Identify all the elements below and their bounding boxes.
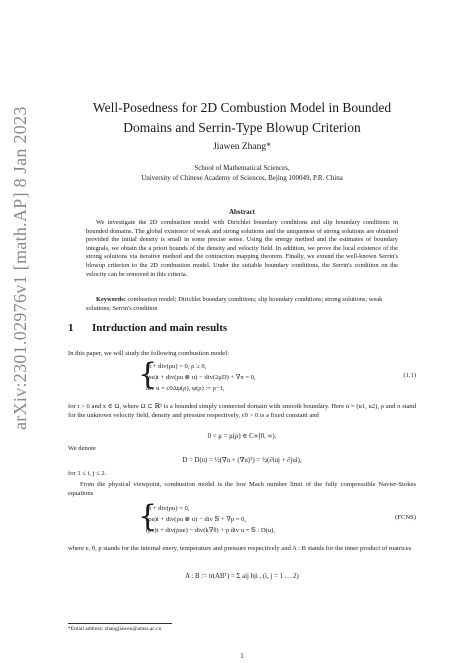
equation-tag: (FCNS) bbox=[395, 514, 416, 521]
abstract-body: We investigate the 2D combustion model with Dirichlet boundary conditions and slip boundary conditions in bounded domains. The global existence of weak and strong solutions and the uniqueness of strong solutions are obtained provided the initial density is small in some precise sense. Using the energy method and the estimates of boundary integrals, we obtain the a priori bounds of the density and velocity field. In addition, we prove the local existence of the strong solutions via iterative method and the contraction mapping theorem. Finally, we extend the well-known Serrin's blowup criterion to the 2D combustion model. Under the suitable boundary conditions, the Serrin's condition on the velocity can be removed in this criteria. bbox=[86, 219, 398, 278]
affiliation-line: University of Chinese Academy of Sciences, Bejing 100049, P.R. China bbox=[141, 174, 343, 182]
author-name: Jiawen Zhang* bbox=[213, 142, 271, 152]
viscosity-equation: 0 < μ = μ(ρ) ∈ C∞[0, ∞). bbox=[207, 433, 277, 440]
index-range-text: for 1 ≤ i, j ≤ 2. bbox=[68, 470, 107, 477]
equation-line: (ρu)t + div(ρu ⊗ u) − div 𝕊 + ∇p = 0, bbox=[146, 516, 247, 523]
intro-paragraph: In this paper, we will study the following combustion model: bbox=[68, 350, 229, 357]
domain-paragraph: for t > 0 and x ∈ Ω, where Ω ⊂ ℝ² is a bounded simply connected domain with smooth boundary. Here u = (u1, u2), ρ and π stand for the unknown velocity field, density and pressure respectively, c0 > 0 is a fixed constant and bbox=[68, 403, 416, 419]
brace-symbol: { bbox=[138, 499, 158, 534]
keywords-label: Keywords: bbox=[96, 296, 126, 303]
equation-line: (ρe)t + div(ρue) − div(k∇θ) + p div u = 𝕊 : D(u), bbox=[146, 527, 276, 534]
where-paragraph: where e, θ, p stands for the internal enery, temperature and pressure respectively and A : B stands for the inner product of matrices bbox=[68, 545, 412, 552]
section-heading bbox=[68, 322, 227, 334]
page-number: 1 bbox=[240, 652, 244, 660]
equation-fcns bbox=[68, 501, 416, 537]
denote-text: We denote bbox=[68, 445, 96, 452]
equation-line: div u = c0Δψ(ρ), ψ(ρ) := ρ−1, bbox=[146, 385, 225, 392]
equation-line: ρt + div(ρu) = 0, ρ ≥ 0, bbox=[146, 363, 207, 370]
affiliation bbox=[68, 163, 416, 183]
equation-line: (ρu)t + div(ρu ⊗ u) − div(2μD) + ∇π = 0, bbox=[146, 374, 256, 381]
keywords bbox=[86, 296, 398, 313]
equation-tag: (1.1) bbox=[403, 372, 416, 379]
inner-product-equation: A : B := tr(ABᵀ) = Σ aij bji , (i, j = 1 … 2) bbox=[185, 573, 299, 580]
section-title: Intrduction and main results bbox=[92, 322, 228, 334]
deformation-equation: D = D(u) = ½(∇u + (∇u)ᵀ) = ½(∂iuj + ∂jui), bbox=[182, 457, 302, 464]
equation-line: ρt + div(ρu) = 0, bbox=[146, 505, 190, 512]
keywords-text: combustion model; Dirichlet boundary conditions; slip boundary conditions; strong solutions; weak solutions; Serrin's condition bbox=[86, 296, 383, 312]
abstract-heading: Abstract bbox=[228, 208, 256, 216]
section-number: 1 bbox=[68, 322, 74, 334]
affiliation-line: School of Mathematical Sciences, bbox=[194, 164, 290, 172]
footnote-email: *Email address: zhangjiawen@amss.ac.cn bbox=[68, 626, 162, 632]
arxiv-identifier: arXiv:2301.02976v1 [math.AP] 8 Jan 2023 bbox=[10, 106, 30, 430]
footnote-rule bbox=[68, 623, 172, 624]
physical-paragraph: From the physical viewpoint, combustion model is the low Mach number limit of the fully compressible Navier-Stokes equations bbox=[68, 481, 416, 497]
brace-symbol: { bbox=[138, 357, 158, 392]
paper-title: Well-Posedness for 2D Combustion Model in Bounded Domains and Serrin-Type Blowup Criterion bbox=[92, 100, 392, 135]
equation-1-1 bbox=[68, 359, 416, 395]
